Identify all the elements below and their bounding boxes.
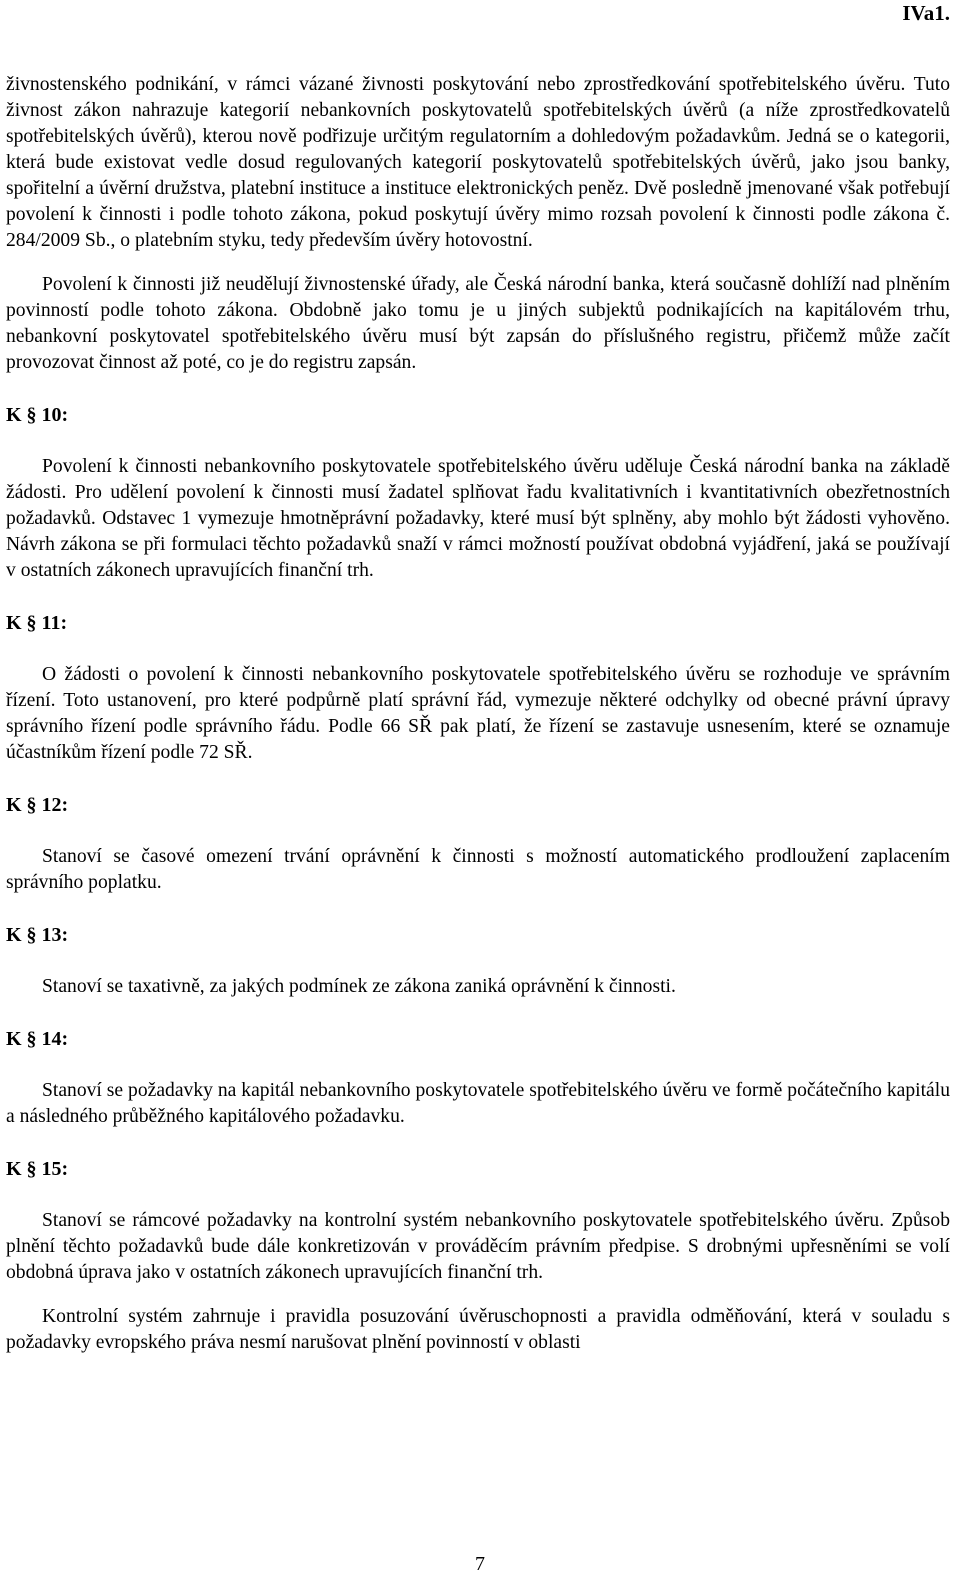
section-heading-15: K § 15: xyxy=(6,1158,69,1180)
paragraph-section-10: Povolení k činnosti nebankovního poskytovatele spotřebitelského úvěru uděluje Česká národní banka na základě žádosti. Pro udělení povolení k činnosti musí žadatel splňovat řadu kvalitativních i kvantitativních obezřetnostních požadavků. Odstavec 1 vymezuje hmotněprávní požadavky, které musí být splněny, aby mohlo být žádosti vyhověno. Návrh zákona se při formulaci těchto požadavků snaží v rámci možností používat obdobná vyjádření, jaká se používají v ostatních zákonech upravujících finanční trh. xyxy=(6,456,950,581)
paragraph-section-14: Stanoví se požadavky na kapitál nebankovního poskytovatele spotřebitelského úvěru ve formě počátečního kapitálu a následného průběžného kapitálového požadavku. xyxy=(6,1080,950,1127)
section-heading-11: K § 11: xyxy=(6,612,68,634)
paragraph-section-15: Stanoví se rámcové požadavky na kontrolní systém nebankovního poskytovatele spotřebitelského úvěru. Způsob plnění těchto požadavků bude dále konkretizován v prováděcím právním předpise. S drobnými upřesněními se volí obdobná úprava jako v ostatních zákonech upravujících finanční trh. xyxy=(6,1210,950,1283)
paragraph-section-12: Stanoví se časové omezení trvání oprávnění k činnosti s možností automatického prodloužení zaplacením správního poplatku. xyxy=(6,846,950,893)
paragraph-control-system: Kontrolní systém zahrnuje i pravidla posuzování úvěruschopnosti a pravidla odměňování, která v souladu s požadavky evropského práva nesmí narušovat plnění povinností v oblasti xyxy=(6,1306,950,1353)
section-heading-10: K § 10: xyxy=(6,404,69,426)
paragraph-permission: Povolení k činnosti již neudělují živnostenské úřady, ale Česká národní banka, která současně dohlíží nad plněním povinností podle tohoto zákona. Obdobně jako tomu je u jiných subjektů podnikajících na kapitálovém trhu, nebankovní poskytovatel spotřebitelského úvěru musí být zapsán do příslušného registru, přičemž může začít provozovat činnost až poté, co je do registru zapsán. xyxy=(6,274,950,373)
paragraph-intro: živnostenského podnikání, v rámci vázané živnosti poskytování nebo zprostředkování spotřebitelského úvěru. Tuto živnost zákon nahrazuje kategorií nebankovních poskytovatelů spotřebitelských úvěrů (a níže zprostředkovatelů spotřebitelských úvěrů), kterou nově podřizuje určitým regulatorním a dohledovým požadavkům. Jedná se o kategorii, která bude existovat vedle dosud regulovaných kategorií poskytovatelů spotřebitelských úvěrů, jako jsou banky, spořitelní a úvěrní družstva, platební instituce a instituce elektronických peněz. Dvě posledně jmenované však potřebují povolení k činnosti i podle tohoto zákona, pokud poskytují úvěry mimo rozsah povolení k činnosti podle zákona č. 284/2009 Sb., o platebním styku, tedy především úvěry hotovostní. xyxy=(6,74,950,251)
document-body xyxy=(6,72,950,1356)
section-heading-13: K § 13: xyxy=(6,924,69,946)
page-number: 7 xyxy=(475,1553,485,1575)
document-code: IVa1. xyxy=(902,1,950,25)
section-heading-14: K § 14: xyxy=(6,1028,69,1050)
section-heading-12: K § 12: xyxy=(6,794,69,816)
paragraph-section-11: O žádosti o povolení k činnosti nebankovního poskytovatele spotřebitelského úvěru se rozhoduje ve správním řízení. Toto ustanovení, pro které podpůrně platí správní řád, vymezuje některé odchylky od obecné právní úpravy správního řízení podle správního řádu. Podle 66 SŘ pak platí, že řízení se zastavuje usnesením, které se oznamuje účastníkům řízení podle 72 SŘ. xyxy=(6,664,950,763)
paragraph-section-13: Stanoví se taxativně, za jakých podmínek ze zákona zaniká oprávnění k činnosti. xyxy=(42,976,676,997)
